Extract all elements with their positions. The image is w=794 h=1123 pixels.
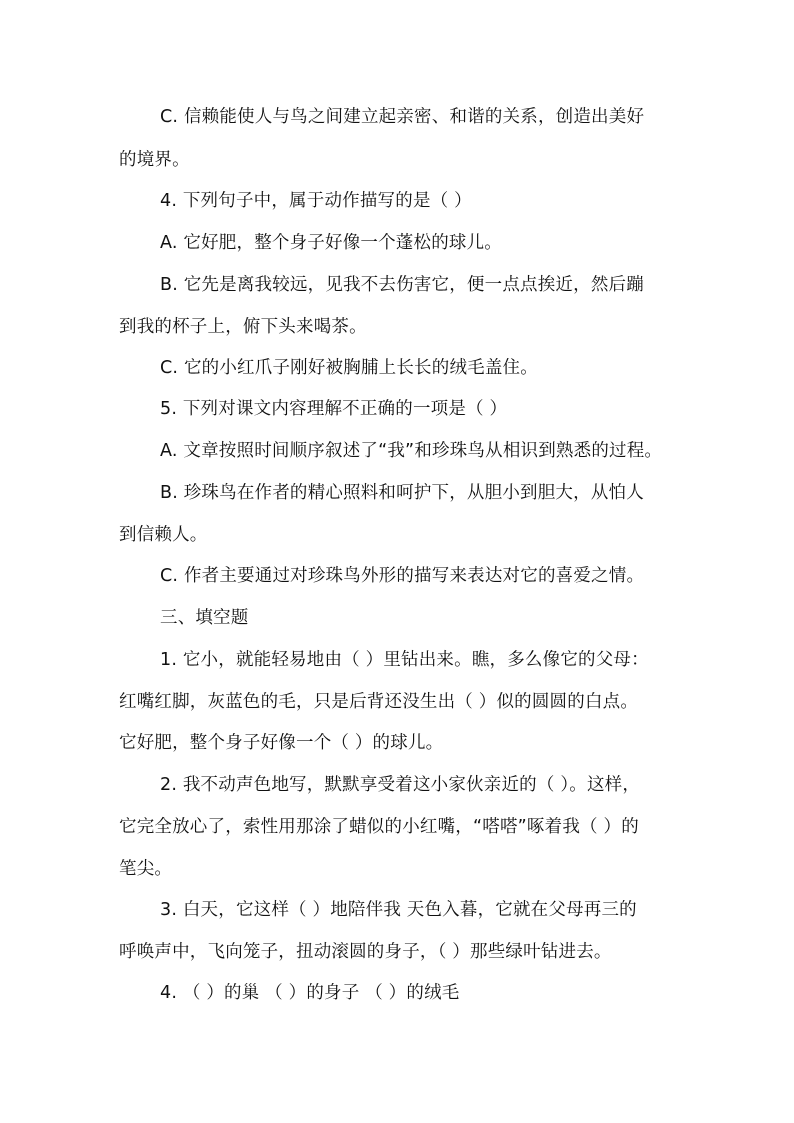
fill-1-line1: 1. 它小，就能轻易地由（ ）里钻出来。瞧，多么像它的父母： <box>160 650 649 670</box>
fill-1-line3: 它好肥，整个身子好像一个（ ）的球儿。 <box>119 733 444 753</box>
q5-option-c: C. 作者主要通过对珍珠鸟外形的描写来表达对它的喜爱之情。 <box>160 566 645 586</box>
question-4-stem: 4. 下列句子中，属于动作描写的是（ ） <box>160 191 472 211</box>
q5-option-b-line2: 到信赖人。 <box>119 525 208 545</box>
fill-2-line2: 它完全放心了，索性用那涂了蜡似的小红嘴，“嗒嗒”啄着我（ ）的 <box>119 817 639 837</box>
q4-option-a: A. 它好肥，整个身子好像一个蓬松的球儿。 <box>160 233 502 253</box>
option-c-q3-line2: 的境界。 <box>119 150 190 170</box>
section-heading-fill-in: 三、填空题 <box>160 608 249 628</box>
q4-option-b-line1: B. 它先是离我较远，见我不去伤害它，便一点点挨近，然后蹦 <box>160 275 644 295</box>
option-c-q3-line1: C. 信赖能使人与鸟之间建立起亲密、和谐的关系，创造出美好 <box>160 107 645 127</box>
fill-2-line1: 2. 我不动声色地写，默默享受着这小家伙亲近的（ ）。这样， <box>160 775 641 795</box>
q5-option-b-line1: B. 珍珠鸟在作者的精心照料和呵护下，从胆小到胆大，从怕人 <box>160 483 644 503</box>
fill-1-line2: 红嘴红脚，灰蓝色的毛，只是后背还没生出（ ）似的圆圆的白点。 <box>119 692 639 712</box>
fill-3-line2: 呼唤声中，飞向笼子，扭动滚圆的身子，（ ）那些绿叶钻进去。 <box>119 942 612 962</box>
fill-4-line: 4. （ ）的巢 （ ）的身子 （ ）的绒毛 <box>160 983 460 1003</box>
q4-option-c: C. 它的小红爪子刚好被胸脯上长长的绒毛盖住。 <box>160 358 538 378</box>
question-5-stem: 5. 下列对课文内容理解不正确的一项是（ ） <box>160 399 508 419</box>
fill-2-line3: 笔尖。 <box>119 859 173 879</box>
fill-3-line1: 3. 白天，它这样（ ）地陪伴我 天色入暮，它就在父母再三的 <box>160 900 637 920</box>
q5-option-a: A. 文章按照时间顺序叙述了“我”和珍珠鸟从相识到熟悉的过程。 <box>160 441 663 461</box>
q4-option-b-line2: 到我的杯子上，俯下头来喝茶。 <box>119 317 367 337</box>
